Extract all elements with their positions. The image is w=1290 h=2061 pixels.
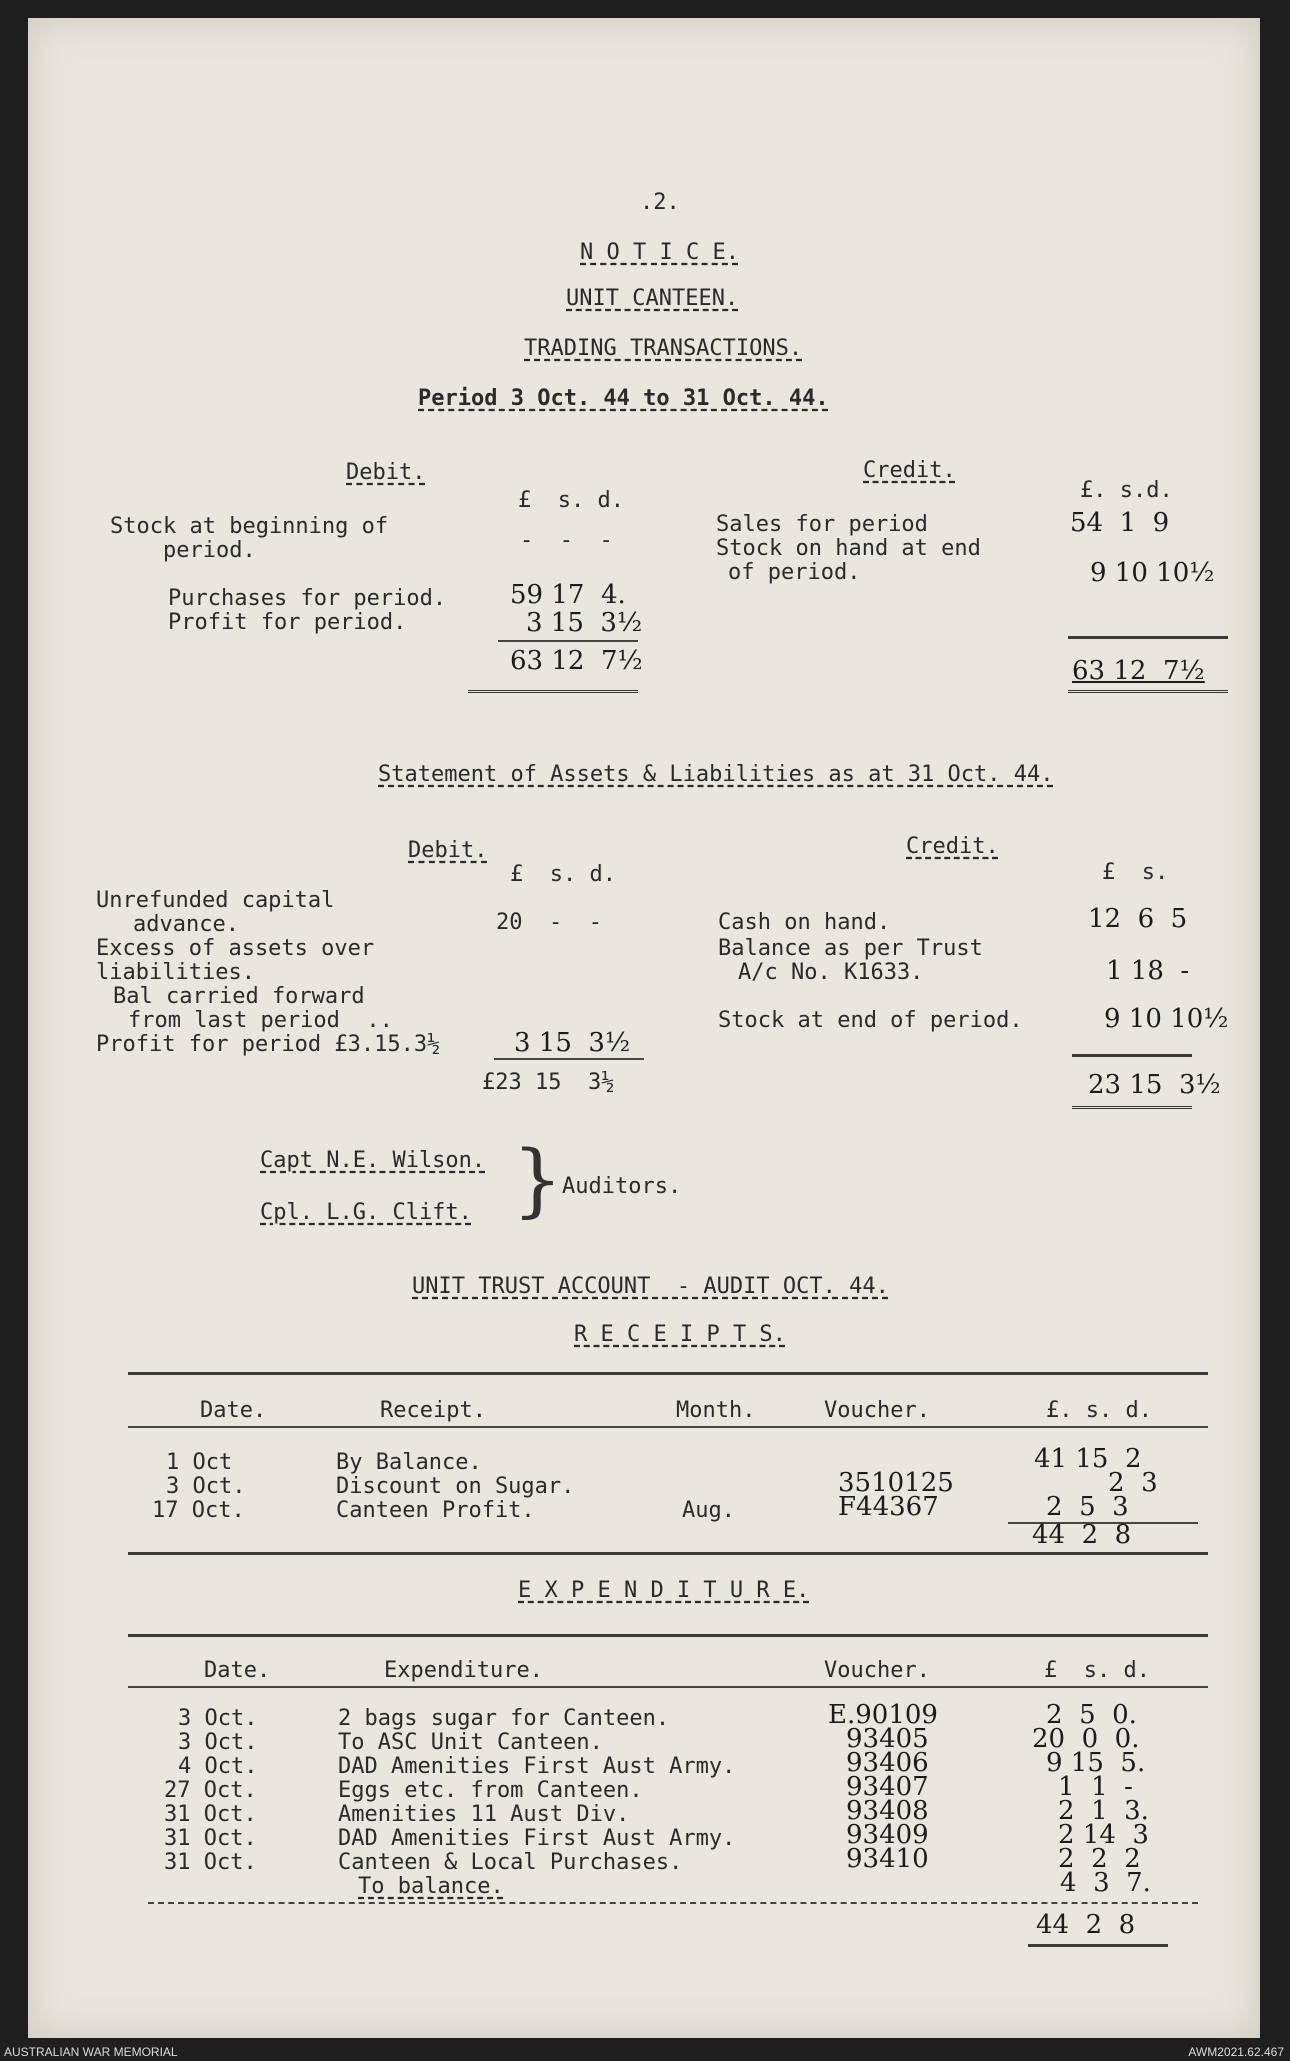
expenditure-header-desc: Expenditure. [384,1658,543,1683]
expenditure-amount: 1 1 - [1058,1772,1133,1802]
trading-credit-rule [1068,636,1228,639]
trading-debit-total-rule [468,690,638,696]
stock-begin-label-1: Stock at beginning of [110,514,389,539]
expenditure-amount: 2 5 0. [1046,1700,1137,1730]
trading-currency-left: £ s. d. [518,488,624,513]
trading-credit-total: 63 12 7½ [1072,656,1205,686]
expenditure-voucher: 93410 [846,1844,929,1874]
expenditure-voucher: 93405 [846,1724,929,1754]
receipt-voucher: 3510125 [838,1468,954,1498]
trading-profit-label: Profit for period. [168,610,407,635]
expenditure-amount: 2 1 3. [1058,1796,1149,1826]
title-period: Period 3 Oct. 44 to 31 Oct. 44. [418,386,829,411]
page-number: .2. [640,190,680,215]
unrefunded-label-2: advance. [133,912,239,937]
trust-balance-value: 1 18 - [1106,956,1190,986]
stock-begin-value: - - - [520,528,613,553]
stock-hand-value: 9 10 10½ [1090,558,1215,588]
expenditure-voucher: 93406 [846,1748,929,1778]
expenditure-header-amount: £ s. d. [1044,1658,1150,1683]
auditors-brace: } [512,1133,563,1226]
footer-left: AUSTRALIAN WAR MEMORIAL [4,2045,178,2059]
stock-begin-label-2: period. [163,538,256,563]
receipts-header-voucher: Voucher. [824,1398,930,1423]
expenditure-sum-rule [148,1902,1198,1904]
expenditure-total: 44 2 8 [1036,1910,1136,1940]
expenditure-desc: Eggs etc. from Canteen. [338,1778,643,1803]
assets-credit-total-rule [1072,1106,1192,1112]
excess-label-1: Excess of assets over [96,936,375,961]
expenditure-amount: 9 15 5. [1046,1748,1146,1778]
sales-value: 54 1 9 [1070,508,1170,538]
assets-credit-total: 23 15 3½ [1088,1070,1221,1100]
unrefunded-value: 20 - - [496,910,602,935]
expenditure-total-rule [1028,1944,1168,1947]
auditors-label: Auditors. [562,1174,682,1199]
footer-right: AWM2021.62.467 [1188,2045,1284,2059]
assets-currency-left: £ s. d. [510,862,616,887]
receipts-header-month: Month. [676,1398,756,1423]
balance-forward-label-1: Bal carried forward [113,984,365,1009]
auditor-name-2: Cpl. L.G. Clift. [260,1200,472,1225]
document-page [28,18,1260,2038]
expenditure-desc: Canteen & Local Purchases. [338,1850,683,1875]
sales-label: Sales for period [716,512,928,537]
expenditure-date: 31 Oct. [164,1802,257,1827]
auditor-name-1: Capt N.E. Wilson. [260,1148,486,1173]
expenditure-voucher: E.90109 [828,1700,938,1730]
receipts-header-rule [128,1426,1208,1428]
receipt-month: Aug. [682,1498,735,1523]
receipts-top-rule [128,1372,1208,1375]
expenditure-date: 31 Oct. [164,1826,257,1851]
receipts-title: R E C E I P T S. [574,1322,786,1347]
stock-end-value: 9 10 10½ [1104,1004,1229,1034]
title-trading: TRADING TRANSACTIONS. [524,336,803,361]
trading-currency-right: £. s.d. [1080,478,1173,503]
expenditure-date: 31 Oct. [164,1850,257,1875]
expenditure-amount: 4 3 7. [1060,1868,1151,1898]
expenditure-amount: 20 0 0. [1032,1724,1140,1754]
cash-label: Cash on hand. [718,910,891,935]
expenditure-date: 27 Oct. [164,1778,257,1803]
expenditure-top-rule [128,1634,1208,1637]
expenditure-date: 4 Oct. [178,1754,258,1779]
assets-credit-head: Credit. [906,834,999,859]
expenditure-desc: To balance. [358,1874,504,1899]
trading-credit-total-rule [1068,690,1228,696]
expenditure-date: 3 Oct. [178,1706,258,1731]
expenditure-date: 3 Oct. [178,1730,258,1755]
expenditure-desc: To ASC Unit Canteen. [338,1730,603,1755]
trust-balance-label-1: Balance as per Trust [718,936,983,961]
assets-credit-rule [1072,1054,1192,1057]
assets-heading: Statement of Assets & Liabilities as at 31 Oct. 44. [378,762,1054,787]
trust-heading: UNIT TRUST ACCOUNT - AUDIT OCT. 44. [412,1274,889,1299]
assets-debit-head: Debit. [408,838,488,863]
receipts-header-receipt: Receipt. [380,1398,486,1423]
assets-profit-label: Profit for period £3.15.3½ [96,1032,441,1057]
trading-debit-head: Debit. [346,460,426,485]
assets-debit-rule [494,1058,644,1060]
expenditure-desc: 2 bags sugar for Canteen. [338,1706,670,1731]
expenditure-voucher: 93408 [846,1796,929,1826]
receipt-date: 1 Oct [166,1450,233,1475]
receipt-date: 3 Oct. [166,1474,246,1499]
assets-debit-total: £23 15 3½ [482,1070,615,1095]
expenditure-header-date: Date. [204,1658,271,1683]
expenditure-desc: Amenities 11 Aust Div. [338,1802,630,1827]
stock-end-label: Stock at end of period. [718,1008,1023,1033]
assets-profit-value: 3 15 3½ [514,1028,631,1058]
receipts-total: 44 2 8 [1032,1520,1132,1550]
trading-credit-head: Credit. [863,458,956,483]
receipt-amount: 2 5 3 [1046,1492,1129,1522]
title-unit-canteen: UNIT CANTEEN. [566,286,739,311]
expenditure-voucher: 93409 [846,1820,929,1850]
purchases-label: Purchases for period. [168,586,447,611]
expenditure-desc: DAD Amenities First Aust Army. [338,1754,736,1779]
cash-value: 12 6 5 [1088,904,1188,934]
stock-hand-label-2: of period. [728,560,861,585]
trust-balance-label-2: A/c No. K1633. [738,960,924,985]
stock-hand-label-1: Stock on hand at end [716,536,981,561]
receipt-desc: By Balance. [336,1450,482,1475]
balance-forward-label-2: from last period .. [128,1008,393,1033]
title-notice: N O T I C E. [580,240,739,265]
purchases-value: 59 17 4. [510,580,626,610]
assets-currency-right: £ s. [1102,860,1169,885]
receipt-voucher: F44367 [838,1492,939,1522]
receipt-date: 17 Oct. [152,1498,245,1523]
receipt-amount: 41 15 2 [1034,1444,1142,1474]
receipt-desc: Canteen Profit. [336,1498,535,1523]
expenditure-desc: DAD Amenities First Aust Army. [338,1826,736,1851]
expenditure-voucher: 93407 [846,1772,929,1802]
expenditure-amount: 2 14 3 [1058,1820,1149,1850]
trading-profit-value: 3 15 3½ [526,608,643,638]
expenditure-amount: 2 2 2 [1058,1844,1141,1874]
receipts-header-amount: £. s. d. [1046,1398,1152,1423]
receipt-amount: 2 3 [1108,1468,1158,1498]
expenditure-header-voucher: Voucher. [824,1658,930,1683]
expenditure-title: E X P E N D I T U R E. [518,1578,810,1603]
receipt-desc: Discount on Sugar. [336,1474,575,1499]
expenditure-header-rule [128,1686,1208,1688]
receipts-bottom-rule [128,1552,1208,1555]
unrefunded-label-1: Unrefunded capital [96,888,335,913]
trading-debit-rule [498,640,638,642]
trading-debit-total: 63 12 7½ [510,646,643,676]
excess-label-2: liabilities. [96,960,255,985]
receipts-header-date: Date. [200,1398,267,1423]
